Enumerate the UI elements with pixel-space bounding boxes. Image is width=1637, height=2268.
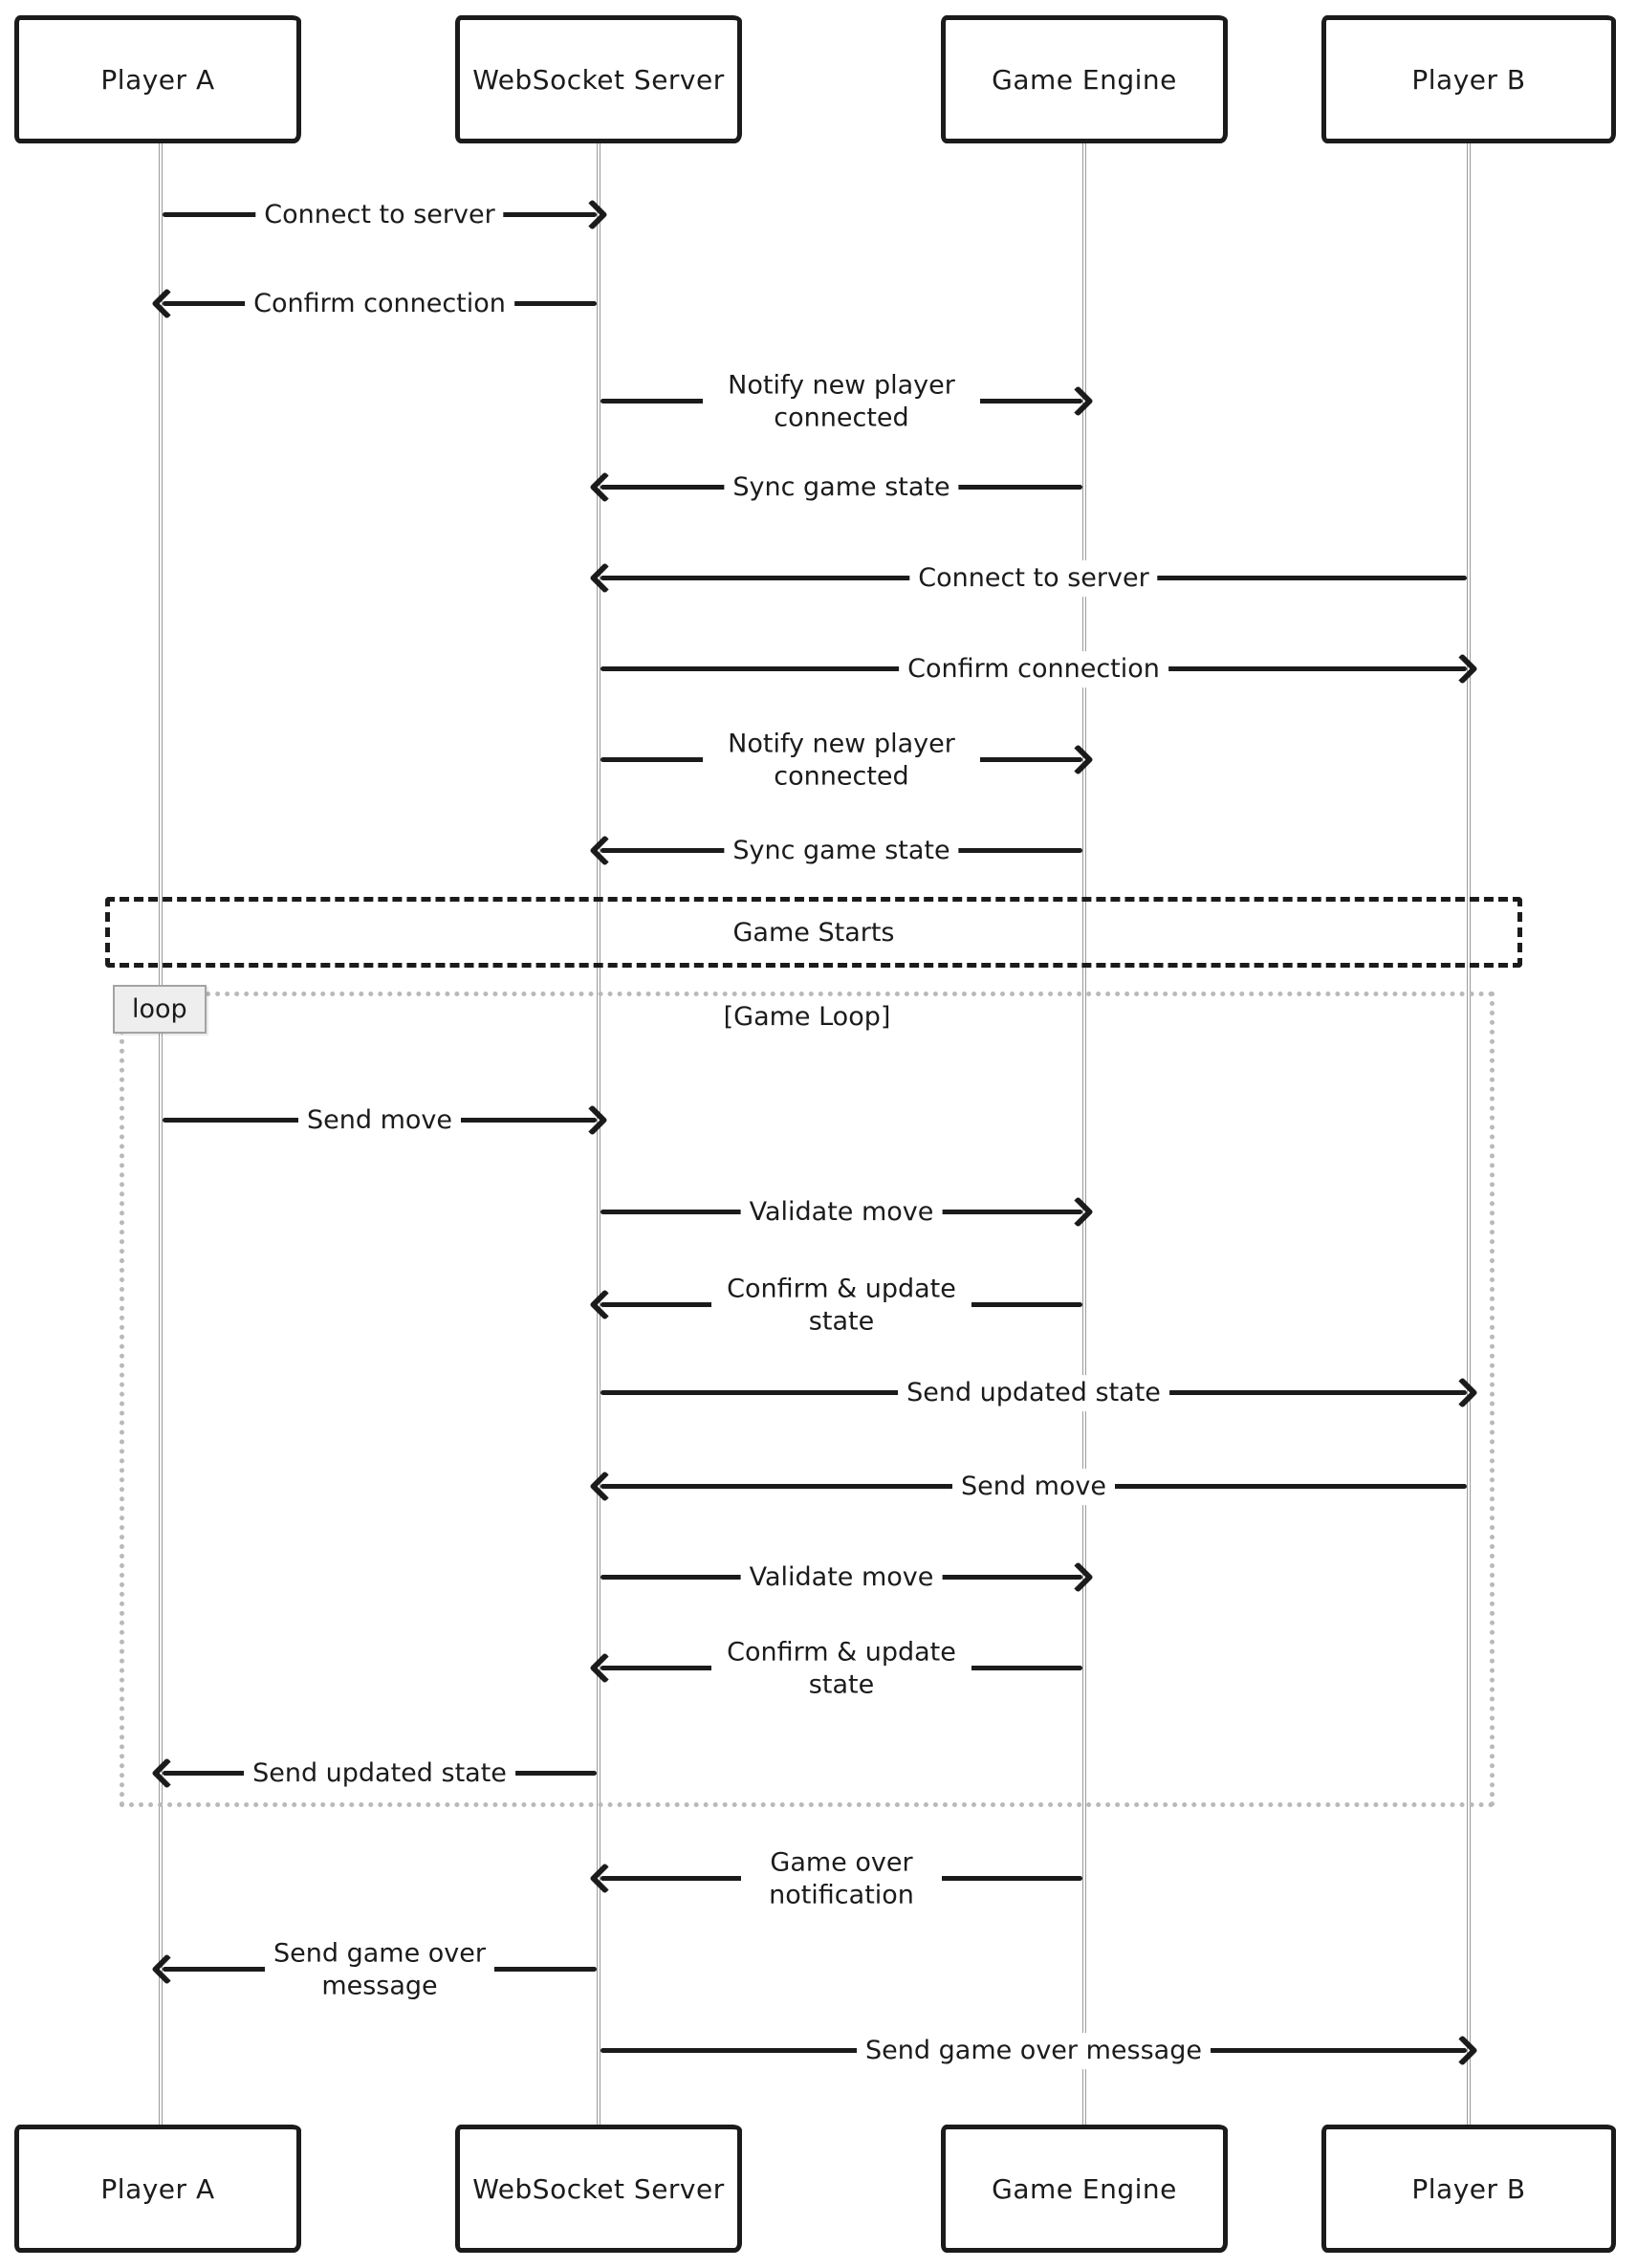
message-validate-move-2 bbox=[599, 1539, 1084, 1616]
message-label: Game over notification bbox=[741, 1844, 942, 1913]
actor-player-a-bottom bbox=[14, 2125, 301, 2253]
actor-player-b-top bbox=[1321, 15, 1616, 143]
actor-label: Player A bbox=[100, 63, 215, 96]
message-label: Confirm & update state bbox=[711, 1271, 971, 1340]
message-confirm-update-state-2 bbox=[599, 1630, 1084, 1707]
message-confirm-update-state-1 bbox=[599, 1267, 1084, 1343]
arrowhead-right-icon bbox=[1447, 2035, 1478, 2066]
actor-game-engine-top bbox=[941, 15, 1228, 143]
message-label: Connect to server bbox=[255, 197, 503, 233]
actor-websocket-server-bottom bbox=[455, 2125, 742, 2253]
actor-label: Player B bbox=[1411, 63, 1526, 96]
message-confirm-connection-b bbox=[599, 631, 1469, 708]
message-send-game-over-b bbox=[599, 2013, 1469, 2089]
message-validate-move-1 bbox=[599, 1174, 1084, 1251]
message-label: Send game over message bbox=[265, 1935, 494, 2004]
message-send-updated-state-a bbox=[161, 1735, 599, 1812]
actor-websocket-server-top bbox=[455, 15, 742, 143]
message-label: Send updated state bbox=[244, 1756, 515, 1792]
message-label: Validate move bbox=[741, 1194, 943, 1231]
message-send-move-a bbox=[161, 1082, 599, 1159]
message-notify-new-player-1 bbox=[599, 363, 1084, 440]
message-label: Validate move bbox=[741, 1559, 943, 1596]
arrowhead-right-icon bbox=[1062, 385, 1094, 417]
message-confirm-connection-a bbox=[161, 266, 599, 342]
message-game-over-notification bbox=[599, 1841, 1084, 1917]
message-label: Confirm & update state bbox=[711, 1634, 971, 1703]
arrowhead-left-icon bbox=[589, 562, 621, 594]
arrowhead-right-icon bbox=[1447, 653, 1478, 685]
arrowhead-left-icon bbox=[151, 288, 183, 319]
message-send-move-b bbox=[599, 1449, 1469, 1525]
actor-label: Player A bbox=[100, 2172, 215, 2205]
message-label: Notify new player connected bbox=[703, 367, 980, 436]
message-connect-to-server-b bbox=[599, 540, 1469, 617]
message-label: Confirm connection bbox=[245, 286, 514, 322]
message-connect-to-server-a bbox=[161, 177, 599, 253]
message-label: Confirm connection bbox=[899, 651, 1168, 687]
arrowhead-left-icon bbox=[151, 1953, 183, 1985]
message-label: Send updated state bbox=[898, 1375, 1169, 1411]
message-label: Notify new player connected bbox=[703, 726, 980, 795]
message-label: Connect to server bbox=[909, 560, 1157, 597]
message-notify-new-player-2 bbox=[599, 722, 1084, 798]
actor-label: WebSocket Server bbox=[472, 63, 725, 96]
actor-player-b-bottom bbox=[1321, 2125, 1616, 2253]
message-send-game-over-a bbox=[161, 1931, 599, 2008]
actor-player-a-top bbox=[14, 15, 301, 143]
message-sync-game-state-1 bbox=[599, 449, 1084, 526]
message-send-updated-state-b bbox=[599, 1355, 1469, 1431]
game-starts-frame bbox=[105, 897, 1522, 968]
actor-label: WebSocket Server bbox=[472, 2172, 725, 2205]
actor-label: Player B bbox=[1411, 2172, 1526, 2205]
message-label: Sync game state bbox=[724, 833, 958, 869]
loop-operator-tag: loop bbox=[113, 985, 207, 1034]
message-label: Send move bbox=[952, 1469, 1115, 1505]
message-label: Send move bbox=[298, 1102, 461, 1139]
actor-label: Game Engine bbox=[992, 2172, 1177, 2205]
actor-label: Game Engine bbox=[992, 63, 1177, 96]
arrowhead-left-icon bbox=[589, 1863, 621, 1894]
arrowhead-left-icon bbox=[589, 471, 621, 503]
message-label: Send game over message bbox=[857, 2033, 1211, 2069]
arrowhead-right-icon bbox=[1062, 744, 1094, 775]
arrowhead-right-icon bbox=[577, 199, 608, 230]
actor-game-engine-bottom bbox=[941, 2125, 1228, 2253]
arrowhead-left-icon bbox=[589, 835, 621, 866]
message-sync-game-state-2 bbox=[599, 813, 1084, 889]
message-label: Sync game state bbox=[724, 469, 958, 506]
loop-condition-label: [Game Loop] bbox=[723, 1002, 891, 1032]
game-starts-label: Game Starts bbox=[724, 918, 905, 948]
